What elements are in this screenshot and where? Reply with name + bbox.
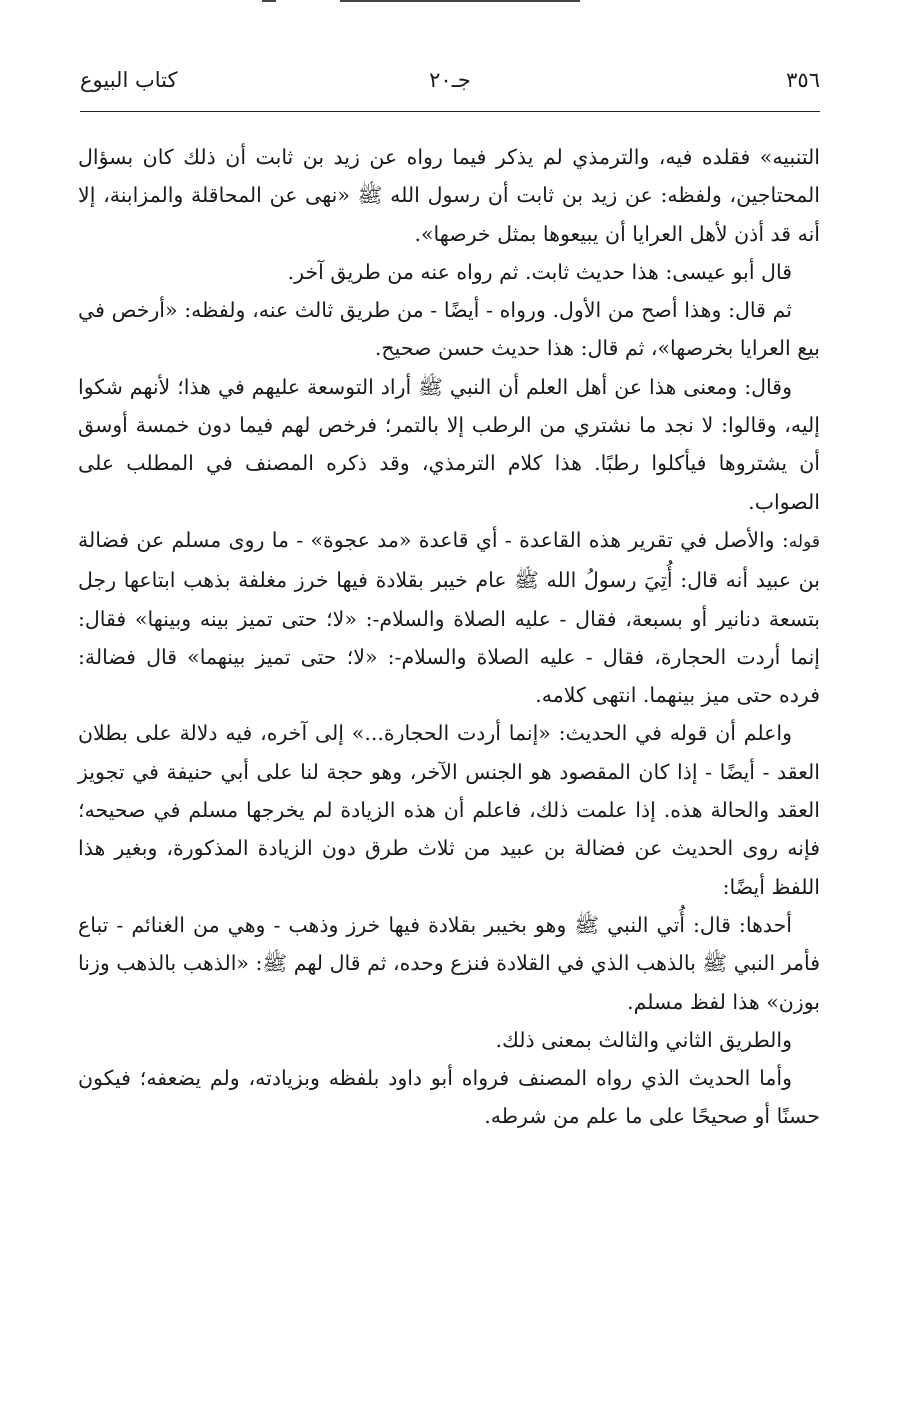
book-title: كتاب البيوع (80, 68, 178, 92)
paragraph-text: : والأصل في تقرير هذه القاعدة - أي قاعدة «مد عجوة» - ما روى مسلم عن فضالة بن عبيد أنه قال: أُتِيَ رسولُ الله ﷺ عام خيبر بقلادة فيها خرز مغلفة بذهب ابتاعها رجل بتسعة دنانير أو بسبعة، فقال - عليه الصلاة والسلام-: «لا؛ حتى تميز بينه وبينها» فقال: إنما أردت الحجارة، فقال - عليه الصلاة والسلام-: «لا؛ حتى تميز بينهما» قال فضالة: فرده حتى ميز بينهما. انتهى كلامه. (78, 527, 820, 708)
page-number: ٣٥٦ (786, 68, 820, 92)
top-edge-tick (262, 0, 276, 2)
paragraph: واعلم أن قوله في الحديث: «إنما أردت الحجارة...» إلى آخره، فيه دلالة على بطلان العقد - أيضًا - إذا كان المقصود هو الجنس الآخر، وهو حجة لنا على أبي حنيفة في تجويز العقد والحالة هذه. إذا علمت ذلك، فاعلم أن هذه الزيادة لم يخرجها مسلم في صحيحه؛ فإنه روى الحديث عن فضالة بن عبيد من ثلاث طرق دون الزيادة المذكورة، وبغير هذا اللفظ أيضًا: (78, 721, 820, 899)
paragraph: قال أبو عيسى: هذا حديث ثابت. ثم رواه عنه من طريق آخر. (287, 259, 792, 284)
header-divider (80, 111, 820, 112)
paragraph: ثم قال: وهذا أصح من الأول. ورواه - أيضًا - من طريق ثالث عنه، ولفظه: «أرخص في بيع العرايا بخرصها»، ثم قال: هذا حديث حسن صحيح. (78, 298, 820, 361)
top-edge-rule (340, 0, 580, 2)
paragraph: والطريق الثاني والثالث بمعنى ذلك. (495, 1027, 792, 1052)
volume-label: جـ٢٠ (429, 68, 471, 92)
paragraph: أحدها: قال: أُتي النبي ﷺ وهو بخيبر بقلادة فيها خرز وذهب - وهي من الغنائم - تباع فأمر النبي ﷺ بالذهب الذي في القلادة فنزع وحده، ثم قال لهم ﷺ: «الذهب بالذهب وزنا بوزن» هذا لفظ مسلم. (78, 912, 820, 1014)
paragraph: وقال: ومعنى هذا عن أهل العلم أن النبي ﷺ أراد التوسعة عليهم في هذا؛ لأنهم شكوا إليه، وقالوا: لا نجد ما نشتري من الرطب إلا بالتمر؛ فرخص لهم فيما دون خمسة أوسق أن يشتروها فيأكلوا رطبًا. هذا كلام الترمذي، وقد ذكره المصنف في المطلب على الصواب. (78, 374, 820, 514)
paragraph: وأما الحديث الذي رواه المصنف فرواه أبو داود بلفظه وبزيادته، ولم يضعفه؛ فيكون حسنًا أو صحيحًا على ما علم من شرطه. (78, 1066, 820, 1129)
body-text (78, 138, 820, 1136)
paragraph-qawluh (78, 521, 820, 714)
paragraph: التنبيه» فقلده فيه، والترمذي لم يذكر فيما رواه عن زيد بن ثابت أن ذلك كان بسؤال المحتاجين، ولفظه: عن زيد بن ثابت أن رسول الله ﷺ «نهى عن المحاقلة والمزابنة، إلا أنه قد أذن لأهل العرايا أن يبيعوها بمثل خرصها». (78, 145, 820, 246)
qawluh-lead: قوله (788, 531, 820, 552)
page-header (80, 68, 820, 108)
